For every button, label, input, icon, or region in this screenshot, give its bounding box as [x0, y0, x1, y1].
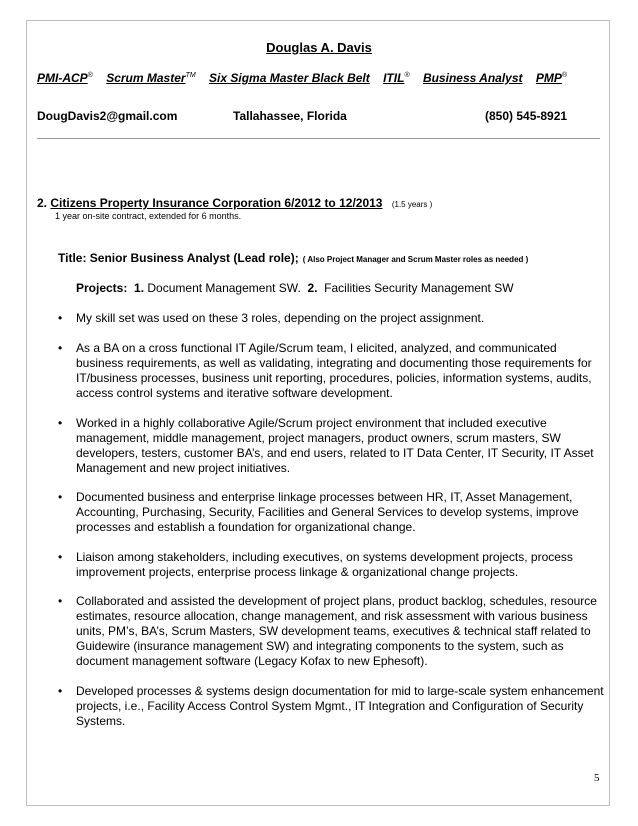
projects-line: Projects: 1. Document Management SW. 2. Facilities Security Management SW — [76, 281, 514, 295]
cert-itil: ITIL® — [383, 71, 410, 85]
candidate-name: Douglas A. Davis — [266, 40, 372, 55]
list-item: • Liaison among stakeholders, including executives, on systems development projects, process improvement projects, enterprise process linkage & organizational change projects. — [58, 550, 573, 579]
list-item: • Worked in a highly collaborative Agile/Scrum project environment that included executive management, middle management, project managers, product owners, scrum masters, SW developers, testers, customer BA’s, and end users, related to IT Data Center, IT Security, IT Asset Management and new project initiatives. — [58, 416, 594, 475]
list-item: • Documented business and enterprise linkage processes between HR, IT, Asset Management, Accounting, Purchasing, Security, Facilities and General Services to develop systems, improve processes and establish a foundation for organizational change. — [58, 490, 579, 534]
job-title-note: ( Also Project Manager and Scrum Master roles as needed ) — [302, 255, 529, 264]
certifications-line — [37, 71, 577, 85]
job-duration: (1.5 years ) — [391, 200, 433, 209]
cert-six-sigma: Six Sigma Master Black Belt — [209, 71, 370, 85]
list-item: • Collaborated and assisted the development of project plans, product backlog, schedules, resource estimates, resource allocation, change management, and risk assessment with various business units, PM’s, BA’s, Scrum Masters, SW development teams, executives & technical staff related to Guidewire (insurance management SW) and integrating components to the system, such as document management software (Legacy Kofax to new Ephesoft). — [58, 594, 597, 668]
contact-email: DougDavis2@gmail.com — [37, 109, 178, 123]
job-title: Title: Senior Business Analyst (Lead role); ( Also Project Manager and Scrum Master roles as needed ) — [58, 251, 529, 265]
cert-business-analyst: Business Analyst — [422, 71, 523, 85]
job-contract-note: 1 year on-site contract, extended for 6 months. — [55, 211, 242, 221]
job-heading — [37, 196, 432, 210]
page-number: 5 — [594, 772, 600, 784]
header-divider — [37, 138, 600, 139]
list-item: • My skill set was used on these 3 roles, depending on the project assignment. — [58, 311, 485, 325]
contact-location: Tallahassee, Florida — [233, 109, 347, 123]
cert-pmp: PMP® — [535, 71, 568, 85]
job-company-dates: Citizens Property Insurance Corporation 6/2012 to 12/2013 — [50, 196, 383, 210]
cert-scrum-master: Scrum Master™ — [106, 71, 196, 85]
list-item: • Developed processes & systems design documentation for mid to large-scale system enhancement projects, i.e., Facility Access Control System Mgmt., IT Integration and Configuration of Security Systems. — [58, 684, 604, 728]
contact-phone: (850) 545-8921 — [485, 109, 568, 123]
job-number: 2. — [37, 196, 48, 210]
list-item: • As a BA on a cross functional IT Agile/Scrum team, I elicited, analyzed, and communicated business requirements, as well as validating, integrating and documenting those requirements for IT/business processes, business unit reporting, procedures, policies, information systems, audits, access control systems and iterative software development. — [58, 341, 592, 400]
cert-pmi-acp: PMI-ACP® — [37, 71, 93, 85]
